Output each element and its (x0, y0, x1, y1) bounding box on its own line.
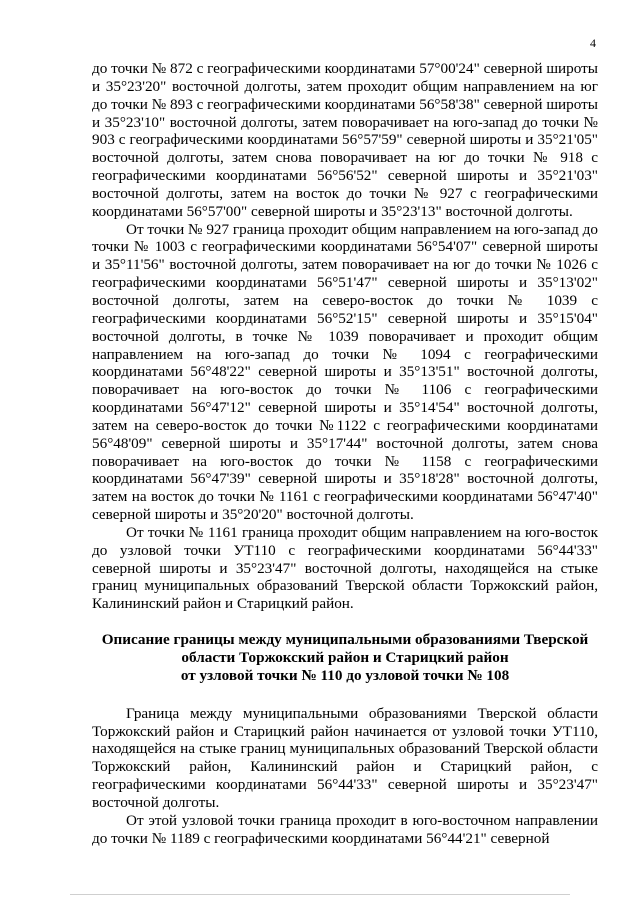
document-body (92, 60, 598, 847)
bottom-edge-line (70, 894, 570, 895)
paragraph-boundary-1161: От точки № 1161 граница проходит общим направлением на юго-восток до узловой точки УТ110 с географическими координатами 56°44'33" северной широты и 35°23'47" восточной долготы, находящейся на стыке границ муниципальных образований Тверской области Торжокский район, Калининский район и Старицкий район. (92, 523, 598, 613)
section-heading-line-2: области Торжокский район и Старицкий район (181, 649, 509, 666)
section-heading-line-3: от узловой точки № 110 до узловой точки № 108 (180, 666, 510, 684)
section-heading-line-1: Описание границы между муниципальными образованиями Тверской (101, 631, 589, 649)
section-heading (92, 631, 598, 685)
paragraph-border-direction: От этой узловой точки граница проходит в юго-восточном направлении до точки № 1189 с географическими координатами 56°44'21" северной (92, 811, 598, 847)
paragraph-continuation: до точки № 872 с географическими координатами 57°00'24" северной широты и 35°23'20" восточной долготы, затем проходит общим направлением на юг до точки № 893 с географическими координатами 56°58'38" северной широты и 35°23'10" восточной долготы, затем поворачивает на юго-запад до точки № 903 с географическими координатами 56°57'59" северной широты и 35°21'05" восточной долготы, затем снова поворачивает на юг до точки № 918 с географическими координатами 56°56'52" северной широты и 35°21'03" восточной долготы, затем на восток до точки № 927 с географическими координатами 56°57'00" северной широты и 35°23'13" восточной долготы. (92, 60, 598, 220)
paragraph-boundary-927: От точки № 927 граница проходит общим направлением на юго-запад до точки № 1003 с географическими координатами 56°54'07" северной широты и 35°11'56" восточной долготы, затем поворачивает на юг до точки № 1026 с географическими координатами 56°51'47" северной широты и 35°13'02" восточной долготы, затем на северо-восток до точки № 1039 с географическими координатами 56°52'15" северной широты и 35°15'04" восточной долготы, в точке № 1039 поворачивает и проходит общим направлением на юго-запад до точки № 1094 с географическими координатами 56°48'22" северной широты и 35°13'51" восточной долготы, поворачивает на юго-восток до точки № 1106 с географическими координатами 56°47'12" северной широты и 35°14'54" восточной долготы, затем на северо-восток до точки №1122 с географическими координатами 56°48'09" северной широты и 35°17'44" восточной долготы, затем снова поворачивает на юго-восток до точки № 1158 с географическими координатами 56°47'39" северной широты и 35°18'28" восточной долготы, затем на восток до точки № 1161 с географическими координатами 56°47'40" северной широты и 35°20'20" восточной долготы. (92, 220, 598, 524)
paragraph-border-start: Граница между муниципальными образованиями Тверской области Торжокский район и Старицкий район начинается от узловой точки УТ110, находящейся на стыке границ муниципальных образований Тверской области Торжокский район, Калининский район и Старицкий район, с географическими координатами 56°44'33" северной широты и 35°23'47" восточной долготы. (92, 704, 598, 811)
page-number: 4 (590, 36, 596, 50)
